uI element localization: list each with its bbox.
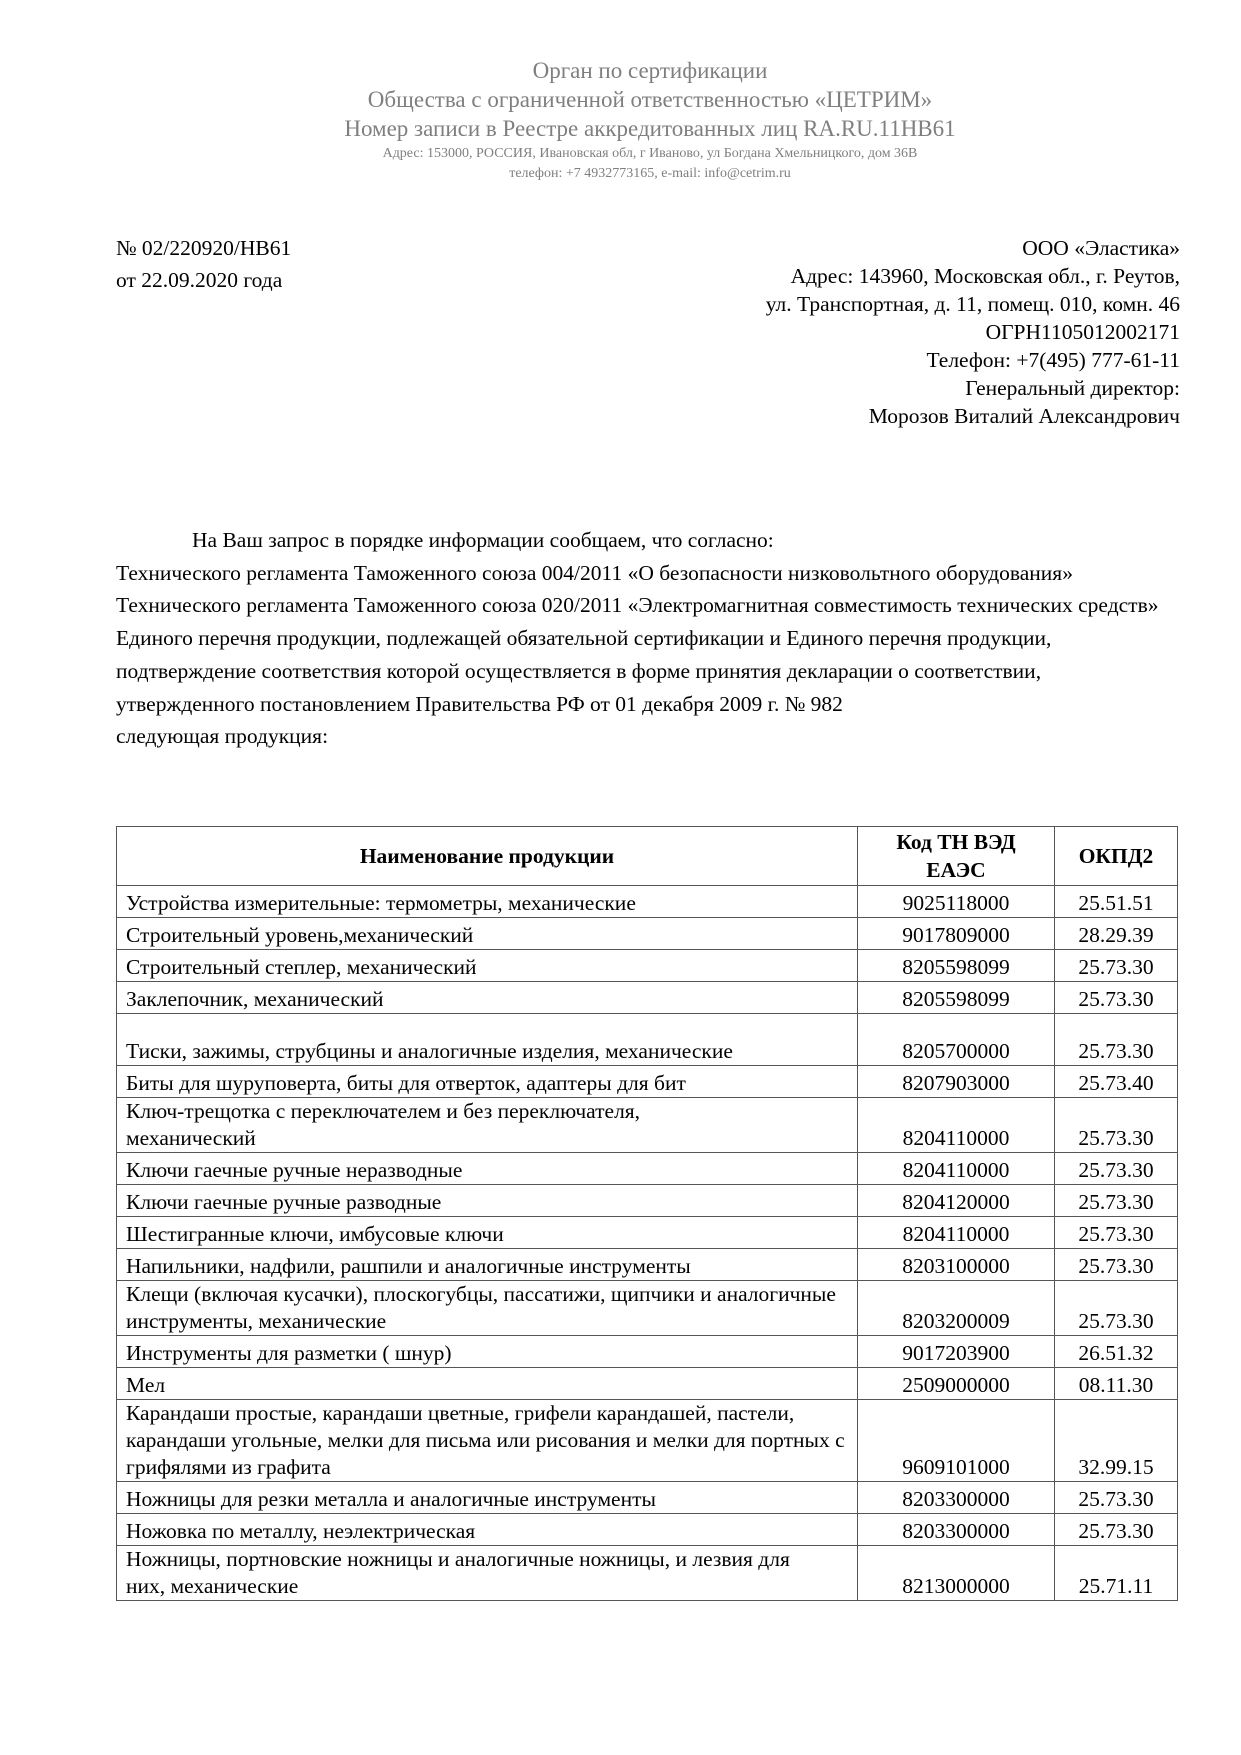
table-row bbox=[117, 950, 1178, 982]
table-row bbox=[117, 1249, 1178, 1281]
letter-number: № 02/220920/НВ61 bbox=[116, 236, 292, 260]
recipient-address-line2: ул. Транспортная, д. 11, помещ. 010, комн. 46 bbox=[765, 292, 1180, 316]
regulation-004-2011: Технического регламента Таможенного союза 004/2011 «О безопасности низковольтного оборудования» bbox=[116, 560, 1073, 585]
okpd2-code: 26.51.32 bbox=[1055, 1336, 1178, 1368]
okpd2-code: 25.73.30 bbox=[1055, 1281, 1178, 1336]
table-row bbox=[117, 886, 1178, 918]
letter-body bbox=[116, 524, 1196, 753]
recipient-ogrn: ОГРН1105012002171 bbox=[985, 320, 1180, 344]
okpd2-code: 25.71.11 bbox=[1055, 1546, 1178, 1601]
recipient-name: Морозов Виталий Александрович bbox=[868, 404, 1180, 428]
okpd2-code: 25.73.30 bbox=[1055, 1249, 1178, 1281]
recipient-address-line1: Адрес: 143960, Московская обл., г. Реутов, bbox=[790, 264, 1180, 288]
product-name: Устройства измерительные: термометры, механические bbox=[117, 886, 858, 918]
header-okpd2: ОКПД2 bbox=[1055, 827, 1178, 886]
tnved-code: 8205700000 bbox=[858, 1014, 1055, 1066]
product-name: Ножницы для резки металла и аналогичные инструменты bbox=[117, 1482, 858, 1514]
tnved-code: 8204120000 bbox=[858, 1185, 1055, 1217]
tnved-code: 8205598099 bbox=[858, 950, 1055, 982]
okpd2-code: 25.51.51 bbox=[1055, 886, 1178, 918]
okpd2-code: 25.73.30 bbox=[1055, 1098, 1178, 1153]
product-name: Заклепочник, механический bbox=[117, 982, 858, 1014]
header-tnved-code bbox=[858, 827, 1055, 886]
tnved-code: 2509000000 bbox=[858, 1368, 1055, 1400]
intro-paragraph: На Ваш запрос в порядке информации сообщаем, что согласно: bbox=[192, 528, 774, 552]
recipient-company: ООО «Эластика» bbox=[1022, 236, 1180, 260]
tnved-code: 8207903000 bbox=[858, 1066, 1055, 1098]
product-name: Ножовка по металлу, неэлектрическая bbox=[117, 1514, 858, 1546]
header-tnved-line2: ЕАЭС bbox=[926, 858, 986, 882]
letterhead-address: Адрес: 153000, РОССИЯ, Ивановская обл, г Иваново, ул Богдана Хмельницкого, дом 36В bbox=[382, 146, 918, 161]
tnved-code: 8203200009 bbox=[858, 1281, 1055, 1336]
recipient-position: Генеральный директор: bbox=[965, 376, 1180, 400]
tnved-code: 8203100000 bbox=[858, 1249, 1055, 1281]
tnved-code: 9609101000 bbox=[858, 1400, 1055, 1482]
table-row bbox=[117, 1185, 1178, 1217]
okpd2-code: 25.73.30 bbox=[1055, 1185, 1178, 1217]
table-row bbox=[117, 1281, 1178, 1336]
product-name: Карандаши простые, карандаши цветные, грифели карандашей, пастели, карандаши угольные, мелки для письма или рисования и мелки для портных с грифялями из графита bbox=[117, 1400, 858, 1482]
table-row bbox=[117, 1368, 1178, 1400]
product-name: Ключи гаечные ручные разводные bbox=[117, 1185, 858, 1217]
product-name: Инструменты для разметки ( шнур) bbox=[117, 1336, 858, 1368]
header-product-name: Наименование продукции bbox=[117, 827, 858, 886]
okpd2-code: 25.73.30 bbox=[1055, 1514, 1178, 1546]
table-row bbox=[117, 1098, 1178, 1153]
okpd2-code: 28.29.39 bbox=[1055, 918, 1178, 950]
product-name: Мел bbox=[117, 1368, 858, 1400]
tnved-code: 9017809000 bbox=[858, 918, 1055, 950]
okpd2-code: 25.73.30 bbox=[1055, 1014, 1178, 1066]
table-row bbox=[117, 1217, 1178, 1249]
table-row bbox=[117, 1153, 1178, 1185]
tnved-code: 8203300000 bbox=[858, 1482, 1055, 1514]
letterhead-registry-number: Номер записи в Реестре аккредитованных лиц RA.RU.11НВ61 bbox=[344, 116, 956, 141]
tnved-code: 9017203900 bbox=[858, 1336, 1055, 1368]
letter-date: от 22.09.2020 года bbox=[116, 268, 283, 292]
product-name: Строительный степлер, механический bbox=[117, 950, 858, 982]
okpd2-code: 25.73.40 bbox=[1055, 1066, 1178, 1098]
table-row bbox=[117, 1066, 1178, 1098]
letterhead-org-name: Общества с ограниченной ответственностью «ЦЕТРИМ» bbox=[367, 87, 933, 112]
letterhead-org-title: Орган по сертификации bbox=[532, 58, 768, 83]
product-name: Напильники, надфили, рашпили и аналогичные инструменты bbox=[117, 1249, 858, 1281]
okpd2-code: 25.73.30 bbox=[1055, 950, 1178, 982]
table-row bbox=[117, 1514, 1178, 1546]
recipient-phone: Телефон: +7(495) 777-61-11 bbox=[926, 348, 1180, 372]
table-row bbox=[117, 1546, 1178, 1601]
table-row bbox=[117, 1014, 1178, 1066]
products-table bbox=[116, 826, 1178, 1601]
okpd2-code: 25.73.30 bbox=[1055, 1482, 1178, 1514]
tnved-code: 9025118000 bbox=[858, 886, 1055, 918]
unified-list-paragraph: Единого перечня продукции, подлежащей обязательной сертификации и Единого перечня продукции, подтверждение соответствия которой осуществляется в форме принятия декларации о соответствии, утвержденного постановлением Правительства РФ от 01 декабря 2009 г. № 982 bbox=[116, 626, 1052, 716]
product-name: Клещи (включая кусачки), плоскогубцы, пассатижи, щипчики и аналогичные инструменты, механические bbox=[117, 1281, 858, 1336]
tnved-code: 8205598099 bbox=[858, 982, 1055, 1014]
product-name: Ключи гаечные ручные неразводные bbox=[117, 1153, 858, 1185]
tnved-code: 8204110000 bbox=[858, 1153, 1055, 1185]
table-row bbox=[117, 982, 1178, 1014]
tnved-code: 8203300000 bbox=[858, 1514, 1055, 1546]
okpd2-code: 25.73.30 bbox=[1055, 1217, 1178, 1249]
table-row bbox=[117, 1482, 1178, 1514]
okpd2-code: 08.11.30 bbox=[1055, 1368, 1178, 1400]
table-row bbox=[117, 1336, 1178, 1368]
table-row bbox=[117, 918, 1178, 950]
product-name: Ключ-трещотка с переключателем и без переключателя, механический bbox=[117, 1098, 858, 1153]
regulation-020-2011: Технического регламента Таможенного союза 020/2011 «Электромагнитная совместимость технических средств» bbox=[116, 593, 1159, 618]
okpd2-code: 25.73.30 bbox=[1055, 982, 1178, 1014]
product-name: Ножницы, портновские ножницы и аналогичные ножницы, и лезвия для них, механические bbox=[117, 1546, 858, 1601]
product-name: Биты для шуруповерта, биты для отверток, адаптеры для бит bbox=[117, 1066, 858, 1098]
product-name: Строительный уровень,механический bbox=[117, 918, 858, 950]
table-header-row bbox=[117, 827, 1178, 886]
okpd2-code: 25.73.30 bbox=[1055, 1153, 1178, 1185]
okpd2-code: 32.99.15 bbox=[1055, 1400, 1178, 1482]
product-name: Шестигранные ключи, имбусовые ключи bbox=[117, 1217, 858, 1249]
tnved-code: 8213000000 bbox=[858, 1546, 1055, 1601]
header-tnved-line1: Код ТН ВЭД bbox=[896, 830, 1016, 854]
product-name: Тиски, зажимы, струбцины и аналогичные изделия, механические bbox=[117, 1014, 858, 1066]
letterhead-contacts: телефон: +7 4932773165, e-mail: info@cetrim.ru bbox=[509, 166, 791, 181]
products-lead: следующая продукция: bbox=[116, 724, 329, 749]
tnved-code: 8204110000 bbox=[858, 1217, 1055, 1249]
table-row bbox=[117, 1400, 1178, 1482]
tnved-code: 8204110000 bbox=[858, 1098, 1055, 1153]
